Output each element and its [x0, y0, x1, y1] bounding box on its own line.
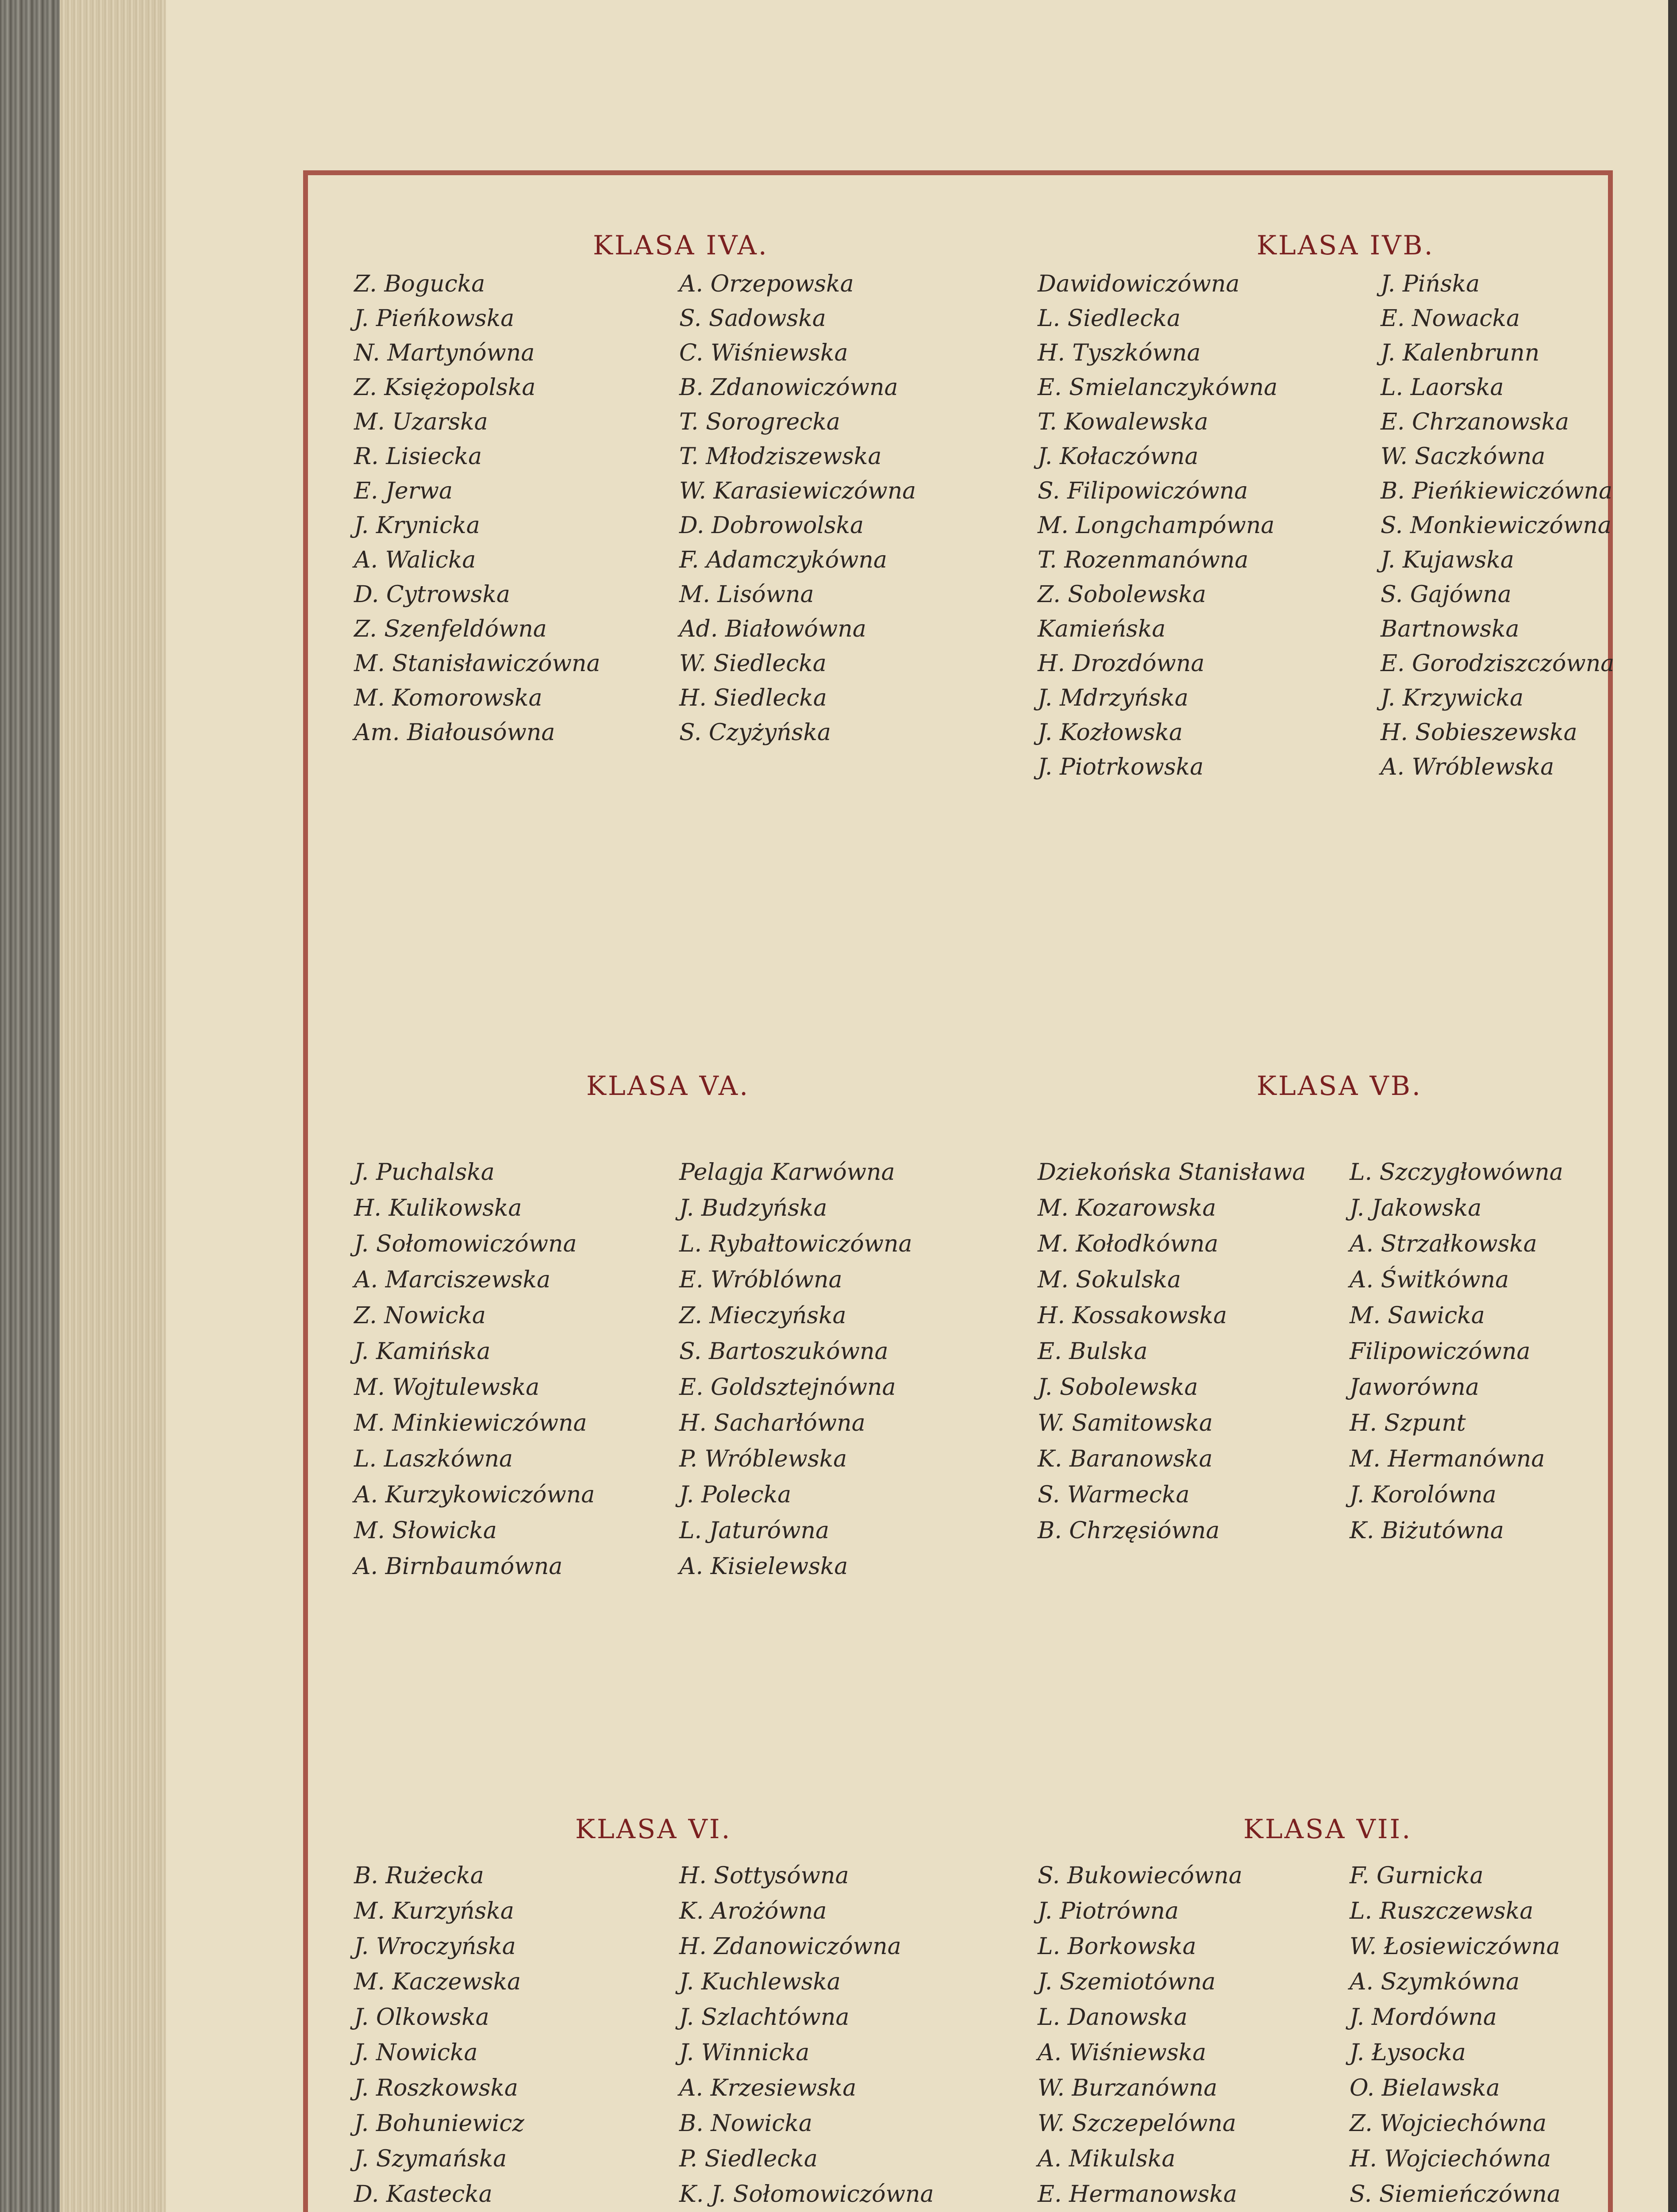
student-signature: J. Bohuniewicz: [354, 2110, 524, 2137]
student-signature: S. Sadowska: [679, 305, 826, 332]
student-signature: C. Wiśniewska: [679, 340, 848, 366]
student-signature: J. Piotrówna: [1038, 1898, 1179, 1924]
student-signature: L. Rybałtowiczówna: [679, 1231, 912, 1257]
class-heading: KLASA VI.: [575, 1814, 732, 1845]
student-signature: J. Kalenbrunn: [1381, 340, 1540, 366]
student-signature: E. Hermanowska: [1038, 2181, 1237, 2208]
student-signature: M. Sawicka: [1350, 1302, 1485, 1329]
student-signature: J. Korolówna: [1350, 1482, 1496, 1508]
student-signature: J. Jakowska: [1350, 1195, 1482, 1221]
class-heading: KLASA VA.: [586, 1071, 750, 1102]
student-signature: F. Adamczykówna: [679, 547, 887, 573]
student-signature: A. Birnbaumówna: [354, 1553, 563, 1580]
student-signature: L. Jaturówna: [679, 1517, 829, 1544]
student-signature: J. Pieńkowska: [354, 305, 515, 332]
student-signature: J. Mordówna: [1350, 2004, 1497, 2031]
student-signature: A. Kisielewska: [679, 1553, 848, 1580]
student-signature: H. Sottysówna: [679, 1863, 849, 1889]
student-signature: E. Smielanczykówna: [1038, 374, 1278, 401]
student-signature: J. Krynicka: [354, 512, 480, 539]
student-signature: M. Kaczewska: [354, 1969, 521, 1995]
student-signature: B. Pieńkiewiczówna: [1381, 478, 1613, 504]
student-signature: J. Budzyńska: [679, 1195, 827, 1221]
student-signature: P. Wróblewska: [679, 1446, 847, 1472]
student-signature: T. Młodziszewska: [679, 443, 882, 470]
student-signature: W. Siedlecka: [679, 650, 827, 677]
student-signature: J. Sobolewska: [1038, 1374, 1198, 1401]
student-signature: Z. Bogucka: [354, 271, 485, 297]
student-signature: S. Bartoszukówna: [679, 1338, 889, 1365]
student-signature: E. Gorodziszczówna: [1381, 650, 1615, 677]
student-signature: Filipowiczówna: [1350, 1338, 1531, 1365]
student-signature: L. Laszkówna: [354, 1446, 513, 1472]
student-signature: W. Karasiewiczówna: [679, 478, 916, 504]
class-heading: KLASA IVB.: [1257, 230, 1435, 261]
student-signature: S. Czyżyńska: [679, 719, 831, 746]
student-signature: J. Szymańska: [354, 2146, 507, 2172]
student-signature: A. Mikulska: [1038, 2146, 1176, 2172]
student-signature: H. Siedlecka: [679, 685, 827, 711]
student-signature: W. Łosiewiczówna: [1350, 1933, 1560, 1960]
student-signature: D. Kastecka: [354, 2181, 492, 2208]
student-signature: Ad. Białowówna: [679, 616, 866, 642]
student-signature: M. Hermanówna: [1350, 1446, 1545, 1472]
student-signature: H. Zdanowiczówna: [679, 1933, 901, 1960]
student-signature: J. Kujawska: [1381, 547, 1514, 573]
student-signature: J. Mdrzyńska: [1038, 685, 1189, 711]
student-signature: S. Siemieńczówna: [1350, 2181, 1561, 2208]
student-signature: A. Orzepowska: [679, 271, 854, 297]
student-signature: J. Szemiotówna: [1038, 1969, 1216, 1995]
student-signature: J. Sołomowiczówna: [354, 1231, 577, 1257]
student-signature: H. Drozdówna: [1038, 650, 1205, 677]
student-signature: J. Kołaczówna: [1038, 443, 1199, 470]
student-signature: T. Kowalewska: [1038, 409, 1208, 435]
class-heading: KLASA IVA.: [593, 230, 769, 261]
student-signature: P. Siedlecka: [679, 2146, 818, 2172]
student-signature: E. Wróblówna: [679, 1267, 842, 1293]
student-signature: J. Winnicka: [679, 2039, 810, 2066]
student-signature: J. Kuchlewska: [679, 1969, 841, 1995]
student-signature: M. Stanisławiczówna: [354, 650, 600, 677]
student-signature: S. Filipowiczówna: [1038, 478, 1248, 504]
student-signature: E. Jerwa: [354, 478, 453, 504]
student-signature: L. Siedlecka: [1038, 305, 1181, 332]
student-signature: L. Danowska: [1038, 2004, 1188, 2031]
student-signature: Kamieńska: [1038, 616, 1166, 642]
student-signature: A. Krzesiewska: [679, 2075, 857, 2101]
student-signature: E. Chrzanowska: [1381, 409, 1569, 435]
student-signature: F. Gurnicka: [1350, 1863, 1484, 1889]
book-binding: [0, 0, 60, 2212]
student-signature: M. Sokulska: [1038, 1267, 1181, 1293]
student-signature: Z. Sobolewska: [1038, 581, 1206, 608]
student-signature: O. Bielawska: [1350, 2075, 1500, 2101]
student-signature: Jaworówna: [1350, 1374, 1479, 1401]
student-signature: J. Krzywicka: [1381, 685, 1524, 711]
student-signature: Bartnowska: [1381, 616, 1519, 642]
student-signature: J. Nowicka: [354, 2039, 478, 2066]
student-signature: E. Goldsztejnówna: [679, 1374, 896, 1401]
student-signature: H. Sacharłówna: [679, 1410, 865, 1436]
student-signature: E. Bulska: [1038, 1338, 1148, 1365]
student-signature: M. Kołodkówna: [1038, 1231, 1219, 1257]
student-signature: J. Polecka: [679, 1482, 792, 1508]
student-signature: Z. Księżopolska: [354, 374, 536, 401]
student-signature: H. Szpunt: [1350, 1410, 1466, 1436]
student-signature: N. Martynówna: [354, 340, 535, 366]
student-signature: W. Saczkówna: [1381, 443, 1546, 470]
student-signature: J. Pińska: [1381, 271, 1480, 297]
student-signature: M. Kozarowska: [1038, 1195, 1216, 1221]
student-signature: A. Walicka: [354, 547, 476, 573]
student-signature: M. Słowicka: [354, 1517, 497, 1544]
student-signature: M. Komorowska: [354, 685, 542, 711]
student-signature: K. Baranowska: [1038, 1446, 1213, 1472]
student-signature: T. Rozenmanówna: [1038, 547, 1249, 573]
student-signature: Z. Wojciechówna: [1350, 2110, 1547, 2137]
student-signature: M. Uzarska: [354, 409, 488, 435]
student-signature: S. Gajówna: [1381, 581, 1512, 608]
student-signature: M. Minkiewiczówna: [354, 1410, 587, 1436]
student-signature: Z. Szenfeldówna: [354, 616, 547, 642]
student-signature: L. Szczygłowówna: [1350, 1159, 1563, 1186]
class-heading: KLASA VII.: [1243, 1814, 1412, 1845]
student-signature: K. Biżutówna: [1350, 1517, 1504, 1544]
student-signature: Dawidowiczówna: [1038, 271, 1240, 297]
student-signature: A. Marciszewska: [354, 1267, 551, 1293]
student-signature: J. Kozłowska: [1038, 719, 1183, 746]
student-signature: J. Szlachtówna: [679, 2004, 850, 2031]
student-signature: W. Szczepelówna: [1038, 2110, 1236, 2137]
student-signature: M. Kurzyńska: [354, 1898, 514, 1924]
student-signature: D. Cytrowska: [354, 581, 510, 608]
student-signature: H. Wojciechówna: [1350, 2146, 1551, 2172]
student-signature: R. Lisiecka: [354, 443, 482, 470]
student-signature: H. Kossakowska: [1038, 1302, 1227, 1329]
student-signature: M. Longchampówna: [1038, 512, 1275, 539]
student-signature: A. Wróblewska: [1381, 754, 1554, 780]
student-signature: D. Dobrowolska: [679, 512, 864, 539]
student-signature: H. Tyszkówna: [1038, 340, 1201, 366]
student-signature: H. Kulikowska: [354, 1195, 522, 1221]
student-signature: E. Nowacka: [1381, 305, 1520, 332]
student-signature: A. Wiśniewska: [1038, 2039, 1207, 2066]
student-signature: K. J. Sołomowiczówna: [679, 2181, 934, 2208]
class-heading: KLASA VB.: [1257, 1071, 1422, 1102]
student-signature: L. Laorska: [1381, 374, 1504, 401]
student-signature: T. Sorogrecka: [679, 409, 840, 435]
student-signature: M. Wojtulewska: [354, 1374, 540, 1401]
student-signature: J. Wroczyńska: [354, 1933, 516, 1960]
student-signature: Z. Nowicka: [354, 1302, 486, 1329]
student-signature: A. Kurzykowiczówna: [354, 1482, 595, 1508]
student-signature: A. Strzałkowska: [1350, 1231, 1537, 1257]
student-signature: Pelagja Karwówna: [679, 1159, 895, 1186]
student-signature: Z. Mieczyńska: [679, 1302, 846, 1329]
student-signature: L. Ruszczewska: [1350, 1898, 1534, 1924]
student-signature: J. Kamińska: [354, 1338, 491, 1365]
student-signature: A. Szymkówna: [1350, 1969, 1520, 1995]
student-signature: Dziekońska Stanisława: [1038, 1159, 1306, 1186]
student-signature: J. Olkowska: [354, 2004, 489, 2031]
student-signature: W. Burzanówna: [1038, 2075, 1218, 2101]
student-signature: L. Borkowska: [1038, 1933, 1196, 1960]
student-signature: B. Chrzęsiówna: [1038, 1517, 1220, 1544]
student-signature: S. Warmecka: [1038, 1482, 1190, 1508]
student-signature: M. Lisówna: [679, 581, 814, 608]
student-signature: K. Arożówna: [679, 1898, 827, 1924]
student-signature: B. Nowicka: [679, 2110, 812, 2137]
student-signature: J. Łysocka: [1350, 2039, 1466, 2066]
student-signature: J. Piotrkowska: [1038, 754, 1204, 780]
student-signature: B. Zdanowiczówna: [679, 374, 898, 401]
student-signature: B. Rużecka: [354, 1863, 484, 1889]
page-edges: [60, 0, 166, 2212]
student-signature: S. Monkiewiczówna: [1381, 512, 1612, 539]
student-signature: J. Roszkowska: [354, 2075, 518, 2101]
student-signature: Am. Białousówna: [354, 719, 555, 746]
student-signature: A. Świtkówna: [1350, 1267, 1509, 1293]
student-signature: J. Puchalska: [354, 1159, 495, 1186]
student-signature: H. Sobieszewska: [1381, 719, 1577, 746]
student-signature: W. Samitowska: [1038, 1410, 1213, 1436]
student-signature: S. Bukowiecówna: [1038, 1863, 1242, 1889]
